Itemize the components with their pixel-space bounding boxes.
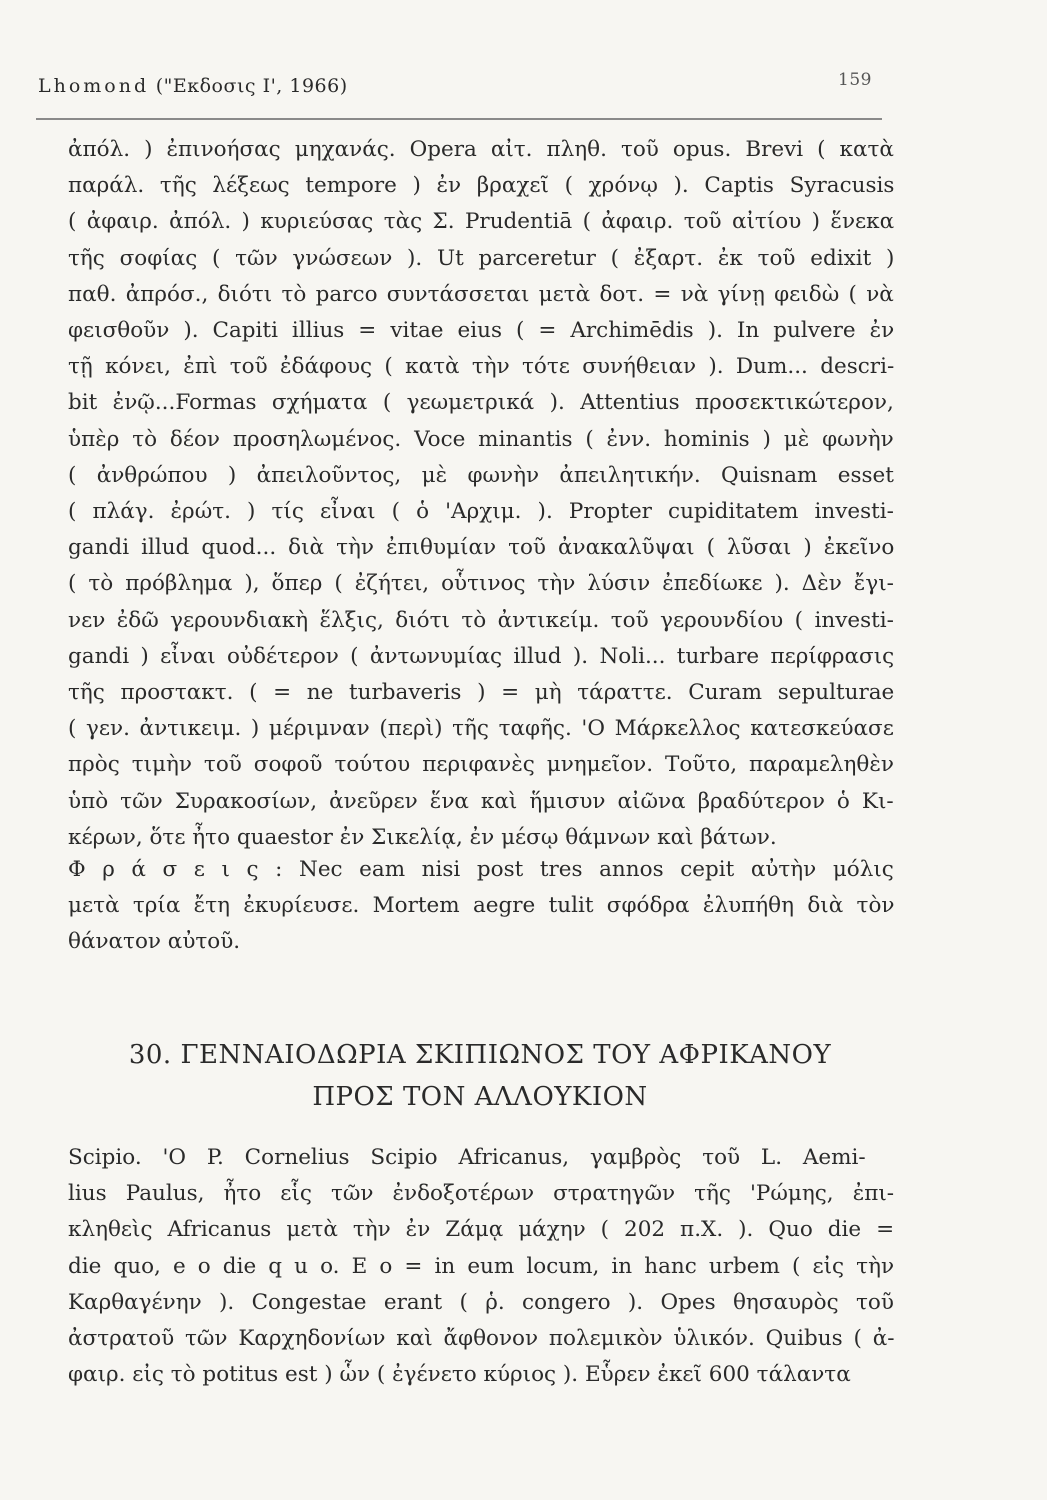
text-line: νεν ἐδῶ γερουνδιακὴ ἕλξις, διότι τὸ ἀντικείμ. τοῦ γερουνδίου ( investi- — [68, 607, 894, 633]
text-line: μετὰ τρία ἔτη ἐκυρίευσε. Mortem aegre tulit σφόδρα ἐλυπήθη διὰ τὸν — [68, 893, 894, 919]
text-line: lius Paulus, ἦτο εἷς τῶν ἐνδοξοτέρων στρατηγῶν τῆς 'Ρώμης, ἐπι- — [68, 1181, 894, 1207]
phrases-paragraph — [68, 852, 894, 961]
text-line: φεισθοῦν ). Capiti illius = vitae eius ( = Archimēdis ). In pulvere ἐν — [68, 318, 894, 344]
text-line: παθ. ἀπρόσ., διότι τὸ parco συντάσσεται μετὰ δοτ. = νὰ γίνῃ φειδὼ ( νὰ — [68, 281, 894, 307]
header-edition: ("Εκδοσις Ι', 1966) — [155, 75, 348, 97]
running-header — [38, 72, 876, 100]
text-line: παράλ. τῆς λέξεως tempore ) ἐν βραχεῖ ( χρόνῳ ). Captis Syracusis — [68, 173, 894, 199]
text-line: ( ἀφαιρ. ἀπόλ. ) κυριεύσας τὰς Σ. Prudentiā ( ἀφαιρ. τοῦ αἰτίου ) ἕνεκα — [68, 209, 894, 235]
section-title — [60, 1034, 900, 1118]
text-line: ἀπόλ. ) ἐπινοήσας μηχανάς. Opera αἰτ. πληθ. τοῦ opus. Brevi ( κατὰ — [68, 137, 894, 162]
text-line: gandi illud quod... διὰ τὴν ἐπιθυμίαν τοῦ ἀνακαλῦψαι ( λῦσαι ) ἐκεῖνο — [68, 535, 894, 561]
text-line: πρὸς τιμὴν τοῦ σοφοῦ τούτου περιφανὲς μνημεῖον. Τοῦτο, παραμεληθὲν — [68, 752, 894, 778]
text-line: τῇ κόνει, ἐπὶ τοῦ ἐδάφους ( κατὰ τὴν τότε συνήθειαν ). Dum... descri- — [68, 354, 894, 380]
phrases-text: Nec eam nisi post tres annos cepit αὐτὴν μόλις — [299, 857, 894, 882]
text-line: die quo, e o die q u o. E o = in eum locum, in hanc urbem ( εἰς τὴν — [68, 1253, 894, 1279]
text-line: Scipio. 'Ο P. Cornelius Scipio Africanus, γαμβρὸς τοῦ L. Aemi- — [68, 1145, 866, 1170]
text-line: τῆς προστακτ. ( = ne turbaveris ) = μὴ τάραττε. Curam sepulturae — [68, 680, 894, 706]
text-line: ( ἀνθρώπου ) ἀπειλοῦντος, μὲ φωνὴν ἀπειλητικήν. Quisnam esset — [68, 462, 894, 488]
section-paragraph — [68, 1140, 894, 1393]
text-line: ὑπὸ τῶν Συρακοσίων, ἀνεῦρεν ἕνα καὶ ἥμισυν αἰῶνα βραδύτερον ὁ Κι- — [68, 788, 894, 814]
text-line: τῆς σοφίας ( τῶν γνώσεων ). Ut parceretur ( ἐξαρτ. ἐκ τοῦ edixit ) — [68, 245, 894, 271]
text-line: bit ἐνῷ...Formas σχήματα ( γεωμετρικά ). Attentius προσεκτικώτερον, — [68, 390, 894, 416]
header-author: Lhomond — [38, 75, 150, 97]
header-rule — [36, 118, 882, 120]
page-number: 159 — [838, 70, 872, 90]
text-line: ἀστρατοῦ τῶν Καρχηδονίων καὶ ἄφθονον πολεμικὸν ὑλικόν. Quibus ( ἀ- — [68, 1326, 894, 1352]
text-line: θάνατον αὐτοῦ. — [68, 929, 241, 955]
text-line: κληθεὶς Africanus μετὰ τὴν ἐν Ζάμᾳ μάχην ( 202 π.Χ. ). Quo die = — [68, 1217, 894, 1243]
text-line: ( γεν. ἀντικειμ. ) μέριμναν (περὶ) τῆς ταφῆς. 'Ο Μάρκελλος κατεσκεύασε — [68, 716, 894, 742]
section-title-line: 30. ΓΕΝΝΑΙΟΔΩΡΙΑ ΣΚΙΠΙΩΝΟΣ ΤΟΥ ΑΦΡΙΚΑΝΟΥ — [128, 1040, 832, 1070]
text-line: κέρων, ὅτε ἦτο quaestor ἐν Σικελίᾳ, ἐν μέσῳ θάμνων καὶ βάτων. — [68, 824, 777, 850]
notes-paragraph — [68, 132, 894, 856]
phrases-label: Φ ρ ά σ ε ι ς : — [68, 857, 283, 882]
text-line — [68, 852, 894, 888]
text-line: gandi ) εἶναι οὐδέτερον ( ἀντωνυμίας illud ). Noli... turbare περίφρασις — [68, 643, 894, 669]
text-line: φαιρ. εἰς τὸ potitus est ) ὧν ( ἐγένετο κύριος ). Εὗρεν ἐκεῖ 600 τάλαντα — [68, 1362, 851, 1388]
text-line: Καρθαγένην ). Congestae erant ( ῥ. congero ). Opes θησαυρὸς τοῦ — [68, 1289, 894, 1315]
text-line: ( τὸ πρόβλημα ), ὅπερ ( ἐζήτει, οὗτινος τὴν λύσιν ἐπεδίωκε ). Δὲν ἔγι- — [68, 571, 894, 597]
section-title-line: ΠΡΟΣ ΤΟΝ ΑΛΛΟΥΚΙΟΝ — [312, 1082, 648, 1112]
text-line: ( πλάγ. ἐρώτ. ) τίς εἶναι ( ὁ 'Αρχιμ. ). Propter cupiditatem investi- — [68, 499, 894, 525]
text-line: ὑπὲρ τὸ δέον προσηλωμένος. Voce minantis ( ἐνν. hominis ) μὲ φωνὴν — [68, 426, 894, 452]
